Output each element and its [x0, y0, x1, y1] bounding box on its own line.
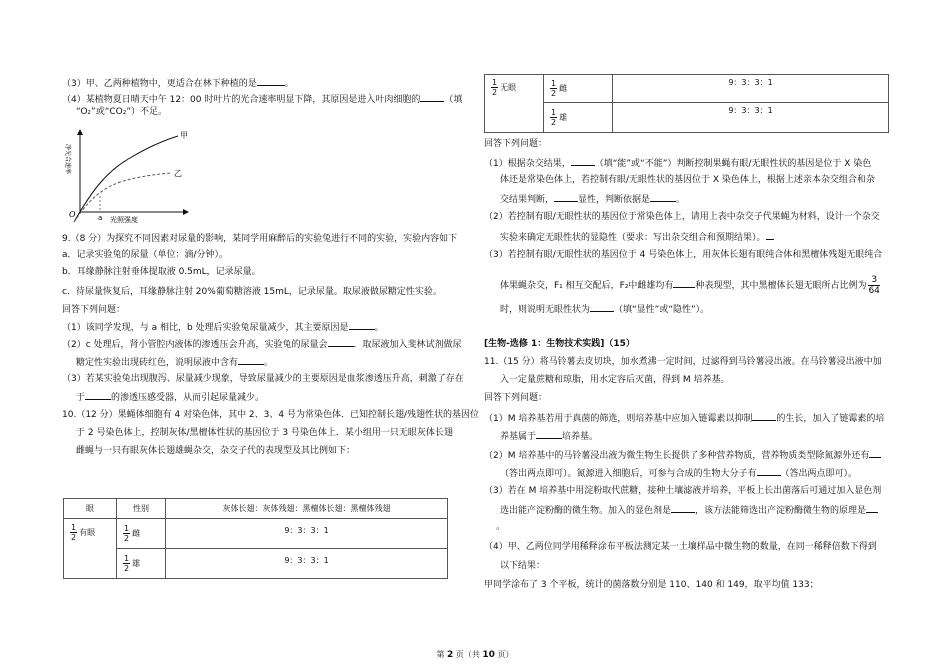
q9-q3: （3）若某实验兔出现腹泻、尿量减少现象，导致尿量减少的主要原因是血浆渗透压升高，刺激了存在: [62, 374, 464, 384]
q10-q3-cont2: 时，则说明无眼性状为 （填“显性”或“隐性”）。: [500, 302, 709, 316]
table-sex-cell: $\frac{1}{2}$ 雄: [544, 103, 613, 133]
q10-q2-cont: 实验来确定无眼性状的显隐性（要求：写出杂交组合和预期结果）。: [500, 230, 774, 244]
q11-q4: （4）甲、乙两位同学用稀释涂布平板法测定某一土壤样品中微生物的数量，在同一稀释倍数下得到: [484, 542, 877, 552]
graph-tick-a: a: [98, 214, 103, 222]
graph-origin: O: [69, 210, 76, 219]
q8-part3: （3）甲、乙两种植物中，更适合在林下种植的是 。: [62, 76, 294, 90]
q11-q2: （2）M 培养基中的马铃薯浸出液为微生物生长提供了多种营养物质，营养物质类型除氮源外还有: [484, 448, 881, 462]
table-ratio-cell: 9：3：3：1: [166, 519, 448, 549]
q10-q1-cont: 体还是常染色体上，若控制有眼/无眼性状的基因位于 X 染色体上，根据上述亲本杂交组合和杂: [500, 175, 875, 185]
curve-label-yi: 乙: [174, 169, 182, 178]
q11-q2-cont: （答出两点即可）。氮源进入细胞后，可参与合成的生物大分子有 （答出两点即可）。: [500, 466, 857, 480]
q10-q3: （3）若控制有眼/无眼性状的基因位于 4 号染色体上，用灰体长翅有眼纯合体和黑檀体残翅无眼纯合: [484, 250, 883, 260]
q9-q3-cont: 于 的渗透压感受器，从而引起尿量减少。: [76, 390, 264, 404]
table-ratio-cell: 9：3：3：1: [613, 75, 889, 103]
table-ratio-cell: 9：3：3：1: [166, 549, 448, 579]
table-header-sex: 性别: [117, 499, 166, 519]
q11-q1-cont: 养基属于 培养基。: [500, 429, 598, 443]
q11-q3-end: 。: [496, 522, 506, 532]
table-sex-cell: $\frac{1}{2}$ 雄: [117, 549, 166, 579]
graph-y-label: 净光合速率: [64, 144, 71, 175]
q8-part4: （4）某植物夏日晴天中午 12：00 时叶片的光合速率明显下降，其原因是进入叶肉细胞的 （填: [62, 92, 462, 106]
q9-q1: （1）该同学发现，与 a 相比，b 处理后实验兔尿量减少，其主要原因是 。: [62, 320, 384, 334]
q10-q1-cont2: 交结果判断， 显性，判断依据是 。: [500, 192, 685, 206]
cross-result-table-right: [484, 74, 889, 133]
q11-q4-cont: 以下结果：: [500, 561, 546, 571]
q11-q4-result: 甲同学涂布了 3 个平板，统计的菌落数分别是 110、140 和 149，取平均值 133；: [484, 580, 819, 590]
q10-stem: 10.（12 分）果蝇体细胞有 4 对染色体，其中 2、3、4 号为常染色体．已知控制长翅/残翅性状的基因位: [62, 410, 480, 420]
q9-answer-header: 回答下列问题：: [62, 305, 126, 315]
cross-result-table-left: [63, 498, 448, 579]
q9-stem: 9.（8 分）为探究不同因素对尿量的影响，某同学用麻醉后的实验兔进行不同的实验，实验内容如下: [62, 234, 458, 244]
q9-step-c: c．待尿量恢复后，耳缘静脉注射 20%葡萄糖溶液 15mL，记录尿量。取尿液做尿糖定性实验。: [62, 287, 442, 297]
q9-step-b: b．耳缘静脉注射垂体提取液 0.5mL，记录尿量。: [62, 267, 261, 277]
q10-q3-cont: 体果蝇杂交，F₁ 相互交配后，F₂中雌雄均有 种表现型，其中黑檀体长翅无眼所占比例为 $\frac{3}{64}$: [500, 275, 880, 296]
q9-step-a: a．记录实验兔的尿量（单位：滴/分钟）。: [62, 250, 229, 260]
table-eye-cell: $\frac{1}{2}$ 无眼: [485, 75, 544, 133]
graph-x-label: 光照强度: [110, 216, 138, 224]
q10-stem-cont: 于 2 号染色体上，控制灰体/黑檀体性状的基因位于 3 号染色体上．某小组用一只无眼灰体长翅: [76, 428, 453, 438]
q11-q3: （3）若在 M 培养基中用淀粉取代蔗糖，接种土壤滤液并培养，平板上长出菌落后可通过加入显色剂: [484, 486, 882, 496]
q10-stem-cont2: 雌蝇与一只有眼灰体长翅雄蝇杂交，杂交子代的表现型及其比例如下：: [76, 446, 356, 456]
table-ratio-cell: 9：3：3：1: [613, 103, 889, 133]
table-header-ratio: 灰体长翅：灰体残翅：黑檀体长翅：黑檀体残翅: [166, 499, 448, 519]
q11-stem: 11.（15 分）将马铃薯去皮切块，加水煮沸一定时间，过滤得到马铃薯浸出液。在马铃薯浸出液中加: [484, 357, 882, 367]
table-header-eye: 眼: [64, 499, 117, 519]
photosynthesis-graph: [60, 124, 200, 224]
q9-q2-cont: 糖定性实验出现砖红色，说明尿液中含有 。: [76, 355, 273, 369]
page-footer: 第 2 页（共 10 页）: [436, 650, 514, 660]
q9-q2: （2）c 处理后，肾小管腔内液体的渗透压会升高，实验兔的尿量会 ．取尿液加入斐林试剂做尿: [62, 337, 462, 351]
q10-q2: （2）若控制有眼/无眼性状的基因位于常染色体上，请用上表中杂交子代果蝇为材料，设计一个杂交: [484, 212, 880, 222]
table-eye-cell: $\frac{1}{2}$ 有眼: [64, 519, 117, 579]
table-sex-cell: $\frac{1}{2}$ 雌: [117, 519, 166, 549]
q11-q1: （1）M 培养基若用于真菌的筛选，则培养基中应加入链霉素以抑制 的生长，加入了链霉素的培: [484, 411, 884, 425]
q10-answer-header: 回答下列问题：: [484, 139, 548, 149]
q11-stem-cont: 入一定量蔗糖和琼脂，用水定容后灭菌，得到 M 培养基。: [500, 375, 730, 385]
table-sex-cell: $\frac{1}{2}$ 雌: [544, 75, 613, 103]
q8-part4-cont: “O₂”或“CO₂”）不足。: [76, 107, 167, 117]
curve-jia: [74, 136, 178, 222]
curve-label-jia: 甲: [180, 131, 188, 140]
q11-q3-cont: 选出能产淀粉酶的微生物。加入的显色剂是 ，该方法能筛选出产淀粉酶微生物的原理是: [500, 503, 878, 517]
q11-answer-header: 回答下列问题：: [484, 393, 548, 403]
q10-q1: （1）根据杂交结果， （填“能”或“不能”）判断控制果蝇有眼/无眼性状的基因是位于 X 染色: [484, 156, 871, 170]
section-title: [生物-选修 1：生物技术实践]（15）: [484, 339, 635, 349]
